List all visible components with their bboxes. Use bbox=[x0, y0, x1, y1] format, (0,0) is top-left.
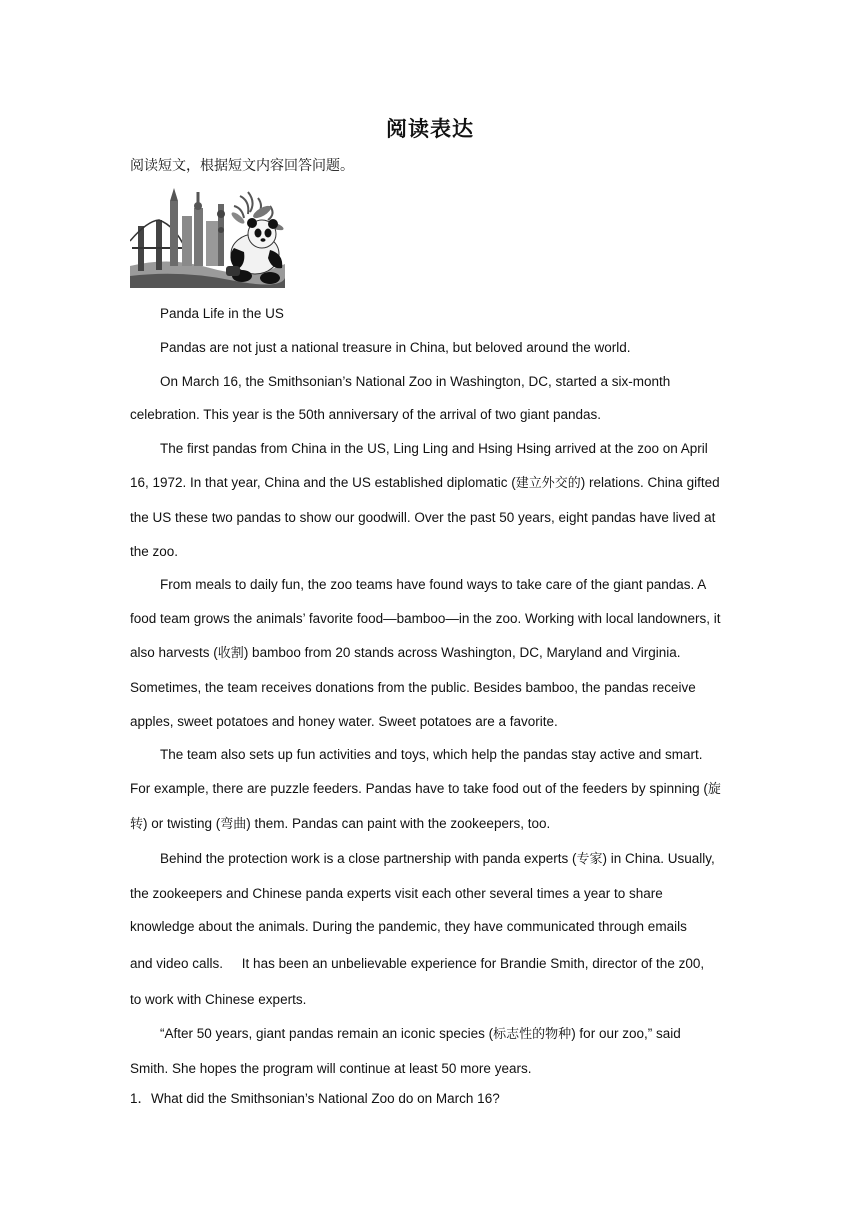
paragraph-7: “After 50 years, giant pandas remain an iconic species (标志性的物种) for our zoo,” said Smith. She hopes the program will continue at least 50 more years. bbox=[130, 1025, 681, 1076]
paragraph-3: The first pandas from China in the US, Ling Ling and Hsing Hsing arrived at the zoo on April 16, 1972. In that year, China and the US established diplomatic (建立外交的) relations. China gifted the US these two pandas to show our goodwill. Over the past 50 years, eight pandas have lived at the zoo. bbox=[130, 441, 720, 559]
instruction-text: 阅读短文，根据短文内容回答问题。 bbox=[130, 158, 354, 174]
paragraph-6: Behind the protection work is a close partnership with panda experts (专家) in China. Usually, the zookeepers and Chinese panda experts visit each other several times a year to share knowledge about the animals. During the pandemic, they have communicated through emails bbox=[130, 850, 715, 935]
question-1: 1．What did the Smithsonian’s National Zoo do on March 16? bbox=[130, 1091, 500, 1106]
paragraph-2: On March 16, the Smithsonian’s National Zoo in Washington, DC, started a six-month celebration. This year is the 50th anniversary of the arrival of two giant pandas. bbox=[130, 373, 671, 423]
paragraph-6-line-3: to work with Chinese experts. bbox=[130, 992, 307, 1008]
paragraph-5: The team also sets up fun activities and toys, which help the pandas stay active and smart. For example, there are puzzle feeders. Pandas have to take food out of the feeders by spinning (旋转) or twisting (弯曲) them. Pandas can paint with the zookeepers, too. bbox=[130, 747, 721, 832]
paragraph-6-line-2: and video calls. It has been an unbelievable experience for Brandie Smith, director of the z00, bbox=[130, 956, 705, 972]
passage bbox=[130, 297, 722, 1086]
page-title: 阅读表达 bbox=[386, 116, 474, 141]
passage-title: Panda Life in the US bbox=[160, 306, 284, 321]
panda-cityscape-illustration bbox=[130, 186, 285, 288]
paragraph-1: Pandas are not just a national treasure in China, but beloved around the world. bbox=[160, 339, 631, 355]
paragraph-4: From meals to daily fun, the zoo teams have found ways to take care of the giant pandas. A food team grows the animals’ favorite food—bamboo—in the zoo. Working with local landowners, it also harvests (收割) bamboo from 20 stands across Washington, DC, Maryland and Virginia. Sometimes, the team receives donations from the public. Besides bamboo, the pandas receive apples, sweet potatoes and honey water. Sweet potatoes are a favorite. bbox=[130, 577, 721, 729]
